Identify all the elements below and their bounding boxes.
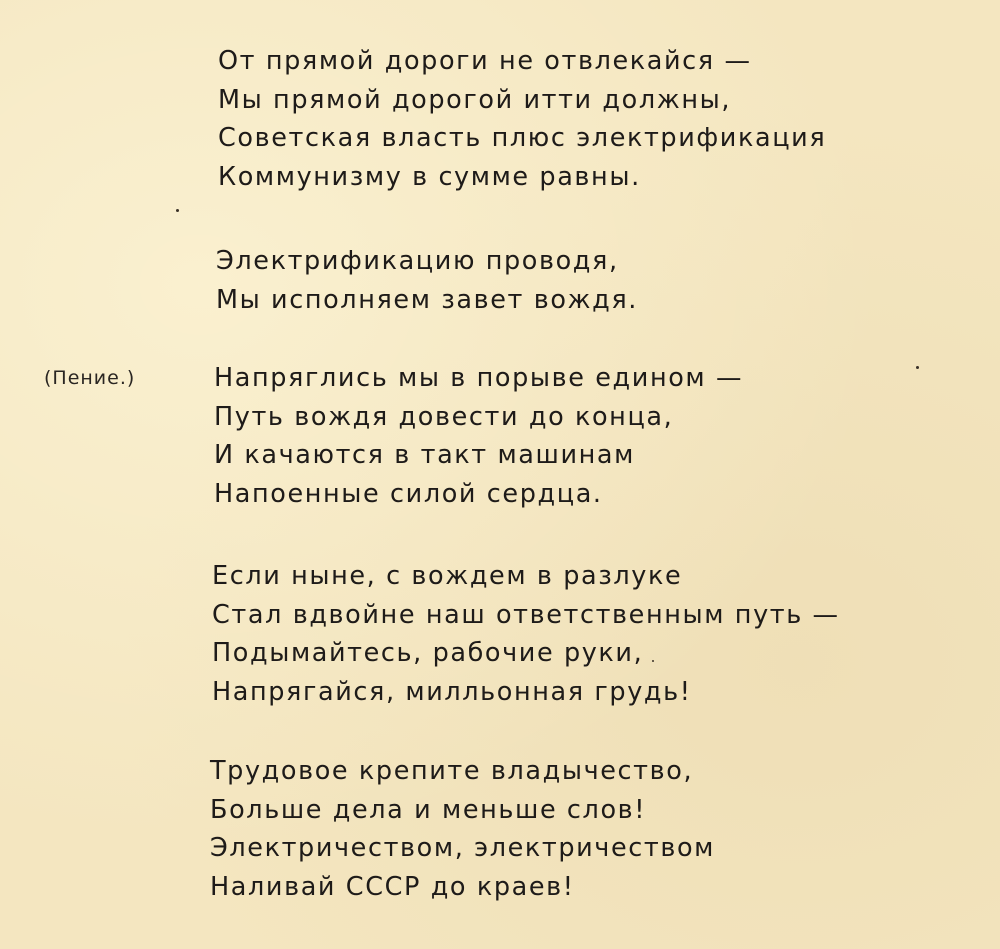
stanza-2 (216, 242, 638, 319)
verse-line: Коммунизму в сумме равны. (218, 161, 641, 192)
verse-line: Напряглись мы в порыве едином — (214, 363, 744, 393)
verse-line: Напрягайся, милльонная грудь! (212, 676, 692, 707)
paper-speck (916, 366, 919, 369)
paper-speck (652, 660, 654, 662)
verse-line: Электрификацию проводя, (216, 246, 619, 276)
verse-line: Больше дела и меньше слов! (210, 794, 647, 825)
stanza-1 (218, 42, 826, 196)
verse-line: От прямой дороги не отвлекайся — (218, 46, 752, 76)
verse-line: Трудовое крепите владычество, (210, 756, 694, 786)
verse-line: Мы исполняем завет вождя. (216, 284, 638, 315)
stanza-3 (214, 359, 743, 513)
stanza-5 (210, 752, 715, 906)
verse-line: Подымайтесь, рабочие руки, (212, 638, 644, 668)
verse-line: Если ныне, с вождем в разлуке (212, 561, 683, 591)
paper-speck (176, 209, 179, 212)
verse-line: Стал вдвойне наш ответственным путь — (212, 599, 840, 630)
verse-line: Мы прямой дорогой итти должны, (218, 84, 732, 115)
verse-line: Наливай СССР до краев! (210, 871, 575, 902)
verse-line: Напоенные силой сердца. (214, 478, 603, 509)
stanza-4 (212, 557, 840, 711)
verse-line: Электричеством, электричеством (210, 833, 716, 863)
verse-line: И качаются в такт машинам (214, 440, 635, 470)
verse-line: Советская власть плюс электрификация (218, 123, 827, 153)
stage-direction: (Пение.) (44, 367, 136, 389)
verse-line: Путь вождя довести до конца, (214, 401, 674, 432)
